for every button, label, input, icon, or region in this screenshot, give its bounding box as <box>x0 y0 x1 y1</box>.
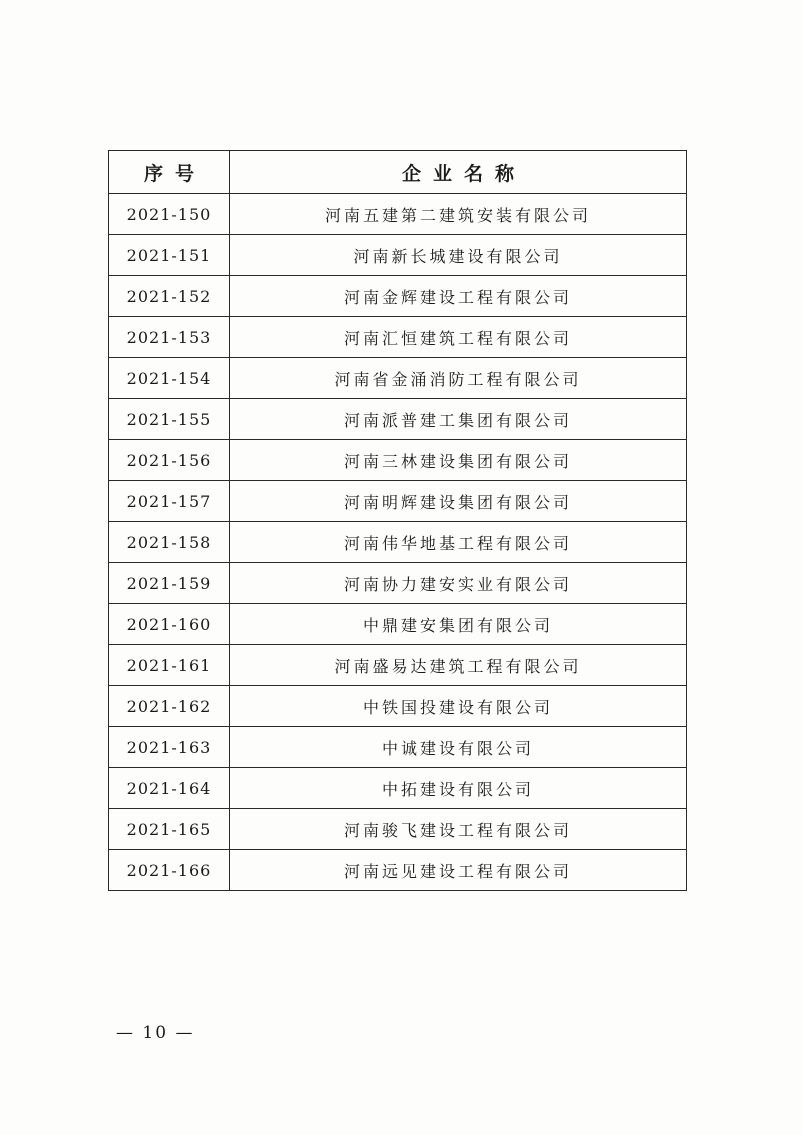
table-row <box>109 358 687 399</box>
serial-cell: 2021-165 <box>109 809 230 850</box>
company-name-cell: 河南汇恒建筑工程有限公司 <box>230 317 687 358</box>
table-row <box>109 440 687 481</box>
table-row <box>109 276 687 317</box>
table-row <box>109 399 687 440</box>
table-row <box>109 768 687 809</box>
header-company: 企业名称 <box>230 151 687 194</box>
company-name-cell: 河南盛易达建筑工程有限公司 <box>230 645 687 686</box>
company-name-cell: 中铁国投建设有限公司 <box>230 686 687 727</box>
company-name-cell: 中拓建设有限公司 <box>230 768 687 809</box>
serial-cell: 2021-151 <box>109 235 230 276</box>
table-row <box>109 645 687 686</box>
table-row <box>109 522 687 563</box>
serial-cell: 2021-158 <box>109 522 230 563</box>
company-name-cell: 河南派普建工集团有限公司 <box>230 399 687 440</box>
company-name-cell: 中诚建设有限公司 <box>230 727 687 768</box>
header-serial: 序号 <box>109 151 230 194</box>
table-header-row <box>109 151 687 194</box>
serial-cell: 2021-164 <box>109 768 230 809</box>
company-name-cell: 河南伟华地基工程有限公司 <box>230 522 687 563</box>
table-row <box>109 727 687 768</box>
serial-cell: 2021-157 <box>109 481 230 522</box>
serial-cell: 2021-163 <box>109 727 230 768</box>
table-row <box>109 317 687 358</box>
page-number: — 10 — <box>116 1023 195 1043</box>
serial-cell: 2021-161 <box>109 645 230 686</box>
serial-cell: 2021-152 <box>109 276 230 317</box>
company-name-cell: 河南骏飞建设工程有限公司 <box>230 809 687 850</box>
table-row <box>109 481 687 522</box>
table-row <box>109 235 687 276</box>
table-row <box>109 563 687 604</box>
serial-cell: 2021-162 <box>109 686 230 727</box>
serial-cell: 2021-155 <box>109 399 230 440</box>
company-name-cell: 中鼎建安集团有限公司 <box>230 604 687 645</box>
table-row <box>109 194 687 235</box>
table-row <box>109 604 687 645</box>
table-body <box>109 194 687 891</box>
table-row <box>109 686 687 727</box>
company-name-cell: 河南新长城建设有限公司 <box>230 235 687 276</box>
table-row <box>109 850 687 891</box>
company-list-table <box>108 150 687 891</box>
company-name-cell: 河南金辉建设工程有限公司 <box>230 276 687 317</box>
company-name-cell: 河南五建第二建筑安装有限公司 <box>230 194 687 235</box>
serial-cell: 2021-166 <box>109 850 230 891</box>
serial-cell: 2021-153 <box>109 317 230 358</box>
company-name-cell: 河南明辉建设集团有限公司 <box>230 481 687 522</box>
company-name-cell: 河南协力建安实业有限公司 <box>230 563 687 604</box>
company-name-cell: 河南省金涌消防工程有限公司 <box>230 358 687 399</box>
serial-cell: 2021-156 <box>109 440 230 481</box>
table-row <box>109 809 687 850</box>
company-name-cell: 河南三林建设集团有限公司 <box>230 440 687 481</box>
serial-cell: 2021-160 <box>109 604 230 645</box>
serial-cell: 2021-154 <box>109 358 230 399</box>
company-name-cell: 河南远见建设工程有限公司 <box>230 850 687 891</box>
serial-cell: 2021-150 <box>109 194 230 235</box>
serial-cell: 2021-159 <box>109 563 230 604</box>
